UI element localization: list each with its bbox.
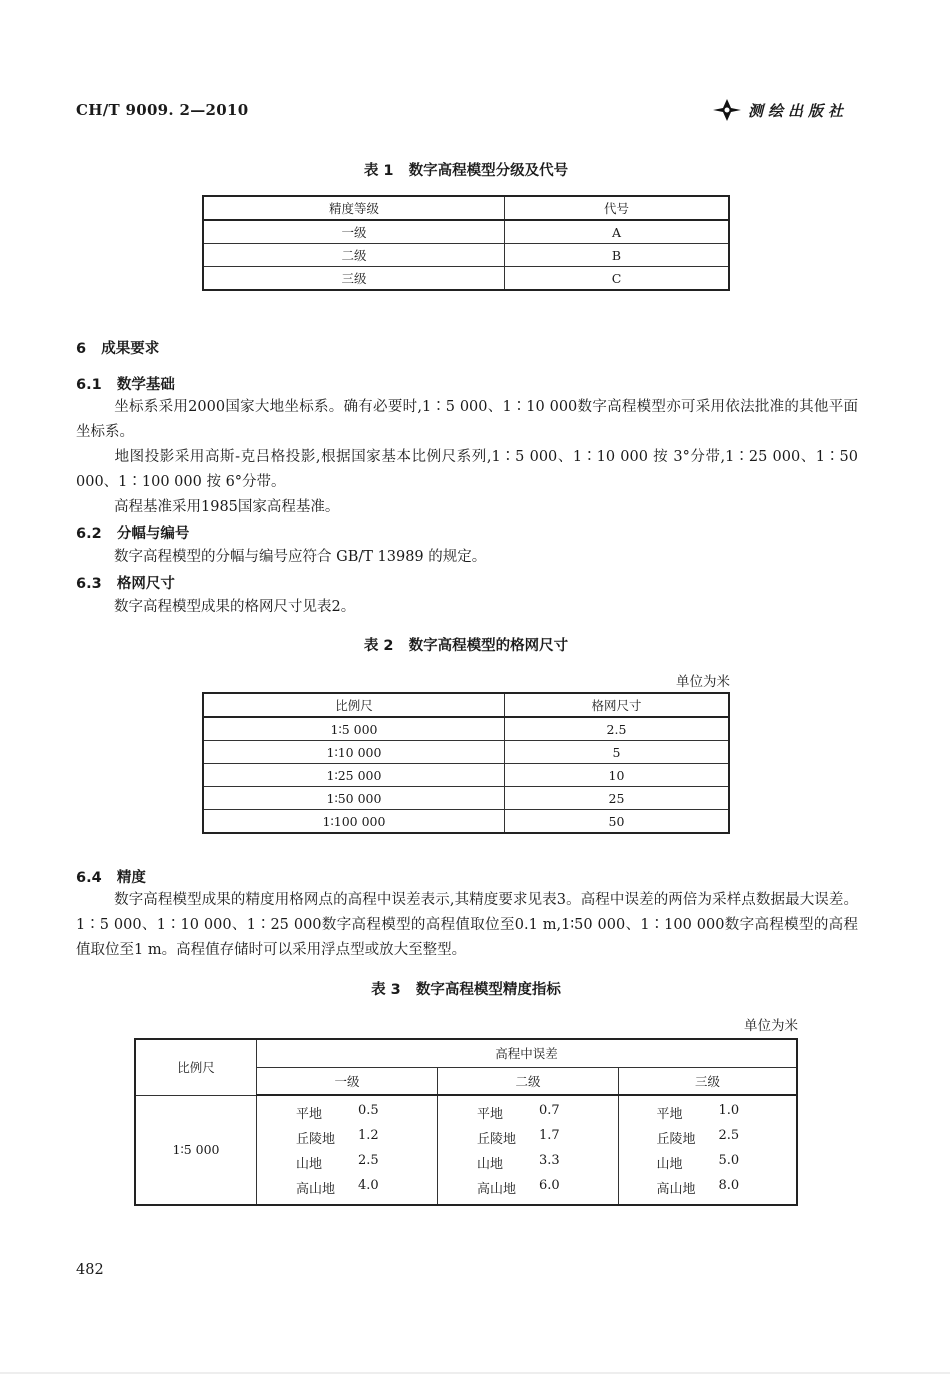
table-row [135, 1095, 797, 1205]
terrain-label: 高山地 [656, 1182, 696, 1197]
table3-cell-grade-1 [257, 1095, 438, 1205]
table-row [203, 810, 729, 834]
table3-header-scale: 比例尺 [135, 1039, 257, 1095]
terrain-label: 丘陵地 [656, 1132, 696, 1147]
paragraph [76, 545, 858, 570]
paragraph [76, 888, 858, 963]
error-value: 2.5 [718, 1128, 740, 1143]
table1-cell-code: C [505, 267, 730, 291]
table2-header-scale: 比例尺 [203, 693, 505, 717]
paragraph [76, 445, 858, 495]
publisher-logo [712, 96, 848, 124]
terrain-label: 平地 [656, 1107, 683, 1122]
terrain-label: 高山地 [296, 1182, 336, 1197]
s6-2-p1-text: 数字高程模型的分幅与编号应符合 GB/T 13989 的规定。 [114, 549, 487, 565]
table-row [203, 764, 729, 787]
table3-header-grade-3: 三级 [619, 1067, 798, 1095]
table3-unit: 单位为米 [744, 1018, 798, 1034]
table-row [203, 717, 729, 741]
table1-header-grade: 精度等级 [203, 196, 505, 220]
table2-cell-grid: 25 [505, 787, 730, 810]
error-value: 0.7 [539, 1103, 560, 1118]
section-6-2-heading: 6.2 分幅与编号 [76, 526, 190, 542]
table-row [203, 267, 729, 291]
table1-cell-grade: 三级 [203, 267, 505, 291]
table2-cell-scale: 1∶10 000 [203, 741, 505, 764]
terrain-label: 丘陵地 [296, 1132, 336, 1147]
paragraph [76, 495, 858, 520]
section-6-1-heading: 6.1 数学基础 [76, 377, 175, 393]
table2-unit: 单位为米 [676, 674, 730, 690]
table2-caption: 表 2 数字高程模型的格网尺寸 [363, 638, 569, 654]
paragraph [76, 595, 858, 620]
error-value: 1.0 [718, 1103, 740, 1118]
table2-cell-scale: 1∶100 000 [203, 810, 505, 834]
table2-grid-size [202, 692, 730, 834]
publisher-name: 测绘出版社 [748, 101, 849, 120]
paragraph [76, 395, 858, 445]
table-row [203, 244, 729, 267]
error-value: 6.0 [539, 1178, 560, 1193]
page-number: 482 [76, 1262, 104, 1278]
table-row [203, 220, 729, 244]
table2-cell-scale: 1∶50 000 [203, 787, 505, 810]
terrain-label: 山地 [477, 1157, 504, 1172]
error-value: 5.0 [718, 1153, 740, 1168]
table3-cell-grade-3 [619, 1095, 798, 1205]
scan-edge-divider [0, 1372, 950, 1374]
section-6-3-heading: 6.3 格网尺寸 [76, 576, 175, 592]
table2-cell-grid: 50 [505, 810, 730, 834]
terrain-label: 平地 [296, 1107, 323, 1122]
section-6-heading: 6 成果要求 [76, 341, 160, 357]
error-value: 2.5 [358, 1153, 379, 1168]
terrain-label: 山地 [656, 1157, 683, 1172]
table3-header-group: 高程中误差 [257, 1039, 798, 1067]
error-value: 0.5 [358, 1103, 379, 1118]
error-value: 1.2 [358, 1128, 379, 1143]
terrain-label: 高山地 [477, 1182, 517, 1197]
terrain-label: 山地 [296, 1157, 323, 1172]
table1-header-code: 代号 [505, 196, 730, 220]
terrain-label: 丘陵地 [477, 1132, 517, 1147]
s6-1-p2-text: 地图投影采用高斯-克吕格投影,根据国家基本比例尺系列,1∶5 000、1∶10 000 按 3°分带,1∶25 000、1∶50 000、1∶100 000 按 6°分带。 [76, 449, 858, 490]
table3-header-grade-1: 一级 [257, 1067, 438, 1095]
table3-header-grade-2: 二级 [438, 1067, 619, 1095]
table1-grade-codes [202, 195, 730, 291]
error-value: 1.7 [539, 1128, 560, 1143]
table1-cell-code: B [505, 244, 730, 267]
table-row [203, 787, 729, 810]
table2-header-grid: 格网尺寸 [505, 693, 730, 717]
s6-1-p3-text: 高程基准采用1985国家高程基准。 [114, 499, 340, 515]
error-value: 4.0 [358, 1178, 379, 1193]
table1-cell-grade: 二级 [203, 244, 505, 267]
table1-cell-grade: 一级 [203, 220, 505, 244]
table2-cell-grid: 5 [505, 741, 730, 764]
terrain-label: 平地 [477, 1107, 504, 1122]
table3-caption: 表 3 数字高程模型精度指标 [371, 982, 561, 998]
s6-4-p1-text: 数字高程模型成果的精度用格网点的高程中误差表示,其精度要求见表3。高程中误差的两倍为采样点数据最大误差。1∶5 000、1∶10 000、1∶25 000数字高程模型的高程值取位至0.1 m,1∶50 000、1∶100 000数字高程模型的高程值取位至1 m。高程值存储时可以采用浮点型或放大至整型。 [76, 892, 858, 958]
s6-3-p1-text: 数字高程模型成果的格网尺寸见表2。 [114, 599, 356, 615]
table1-caption: 表 1 数字高程模型分级及代号 [363, 163, 569, 179]
table3-cell-grade-2 [438, 1095, 619, 1205]
error-value: 8.0 [718, 1178, 740, 1193]
table-row [203, 741, 729, 764]
table2-cell-grid: 10 [505, 764, 730, 787]
table3-accuracy [134, 1038, 798, 1206]
table3-cell-scale: 1∶5 000 [135, 1095, 257, 1205]
table2-cell-grid: 2.5 [505, 717, 730, 741]
compass-logo-icon [712, 98, 742, 122]
table2-cell-scale: 1∶25 000 [203, 764, 505, 787]
s6-1-p1-text: 坐标系采用2000国家大地坐标系。确有必要时,1∶5 000、1∶10 000数字高程模型亦可采用依法批准的其他平面坐标系。 [76, 399, 858, 440]
section-6-4-heading: 6.4 精度 [76, 870, 146, 886]
table1-cell-code: A [505, 220, 730, 244]
standard-code: CH/T 9009. 2—2010 [76, 101, 249, 119]
error-value: 3.3 [539, 1153, 560, 1168]
table2-cell-scale: 1∶5 000 [203, 717, 505, 741]
